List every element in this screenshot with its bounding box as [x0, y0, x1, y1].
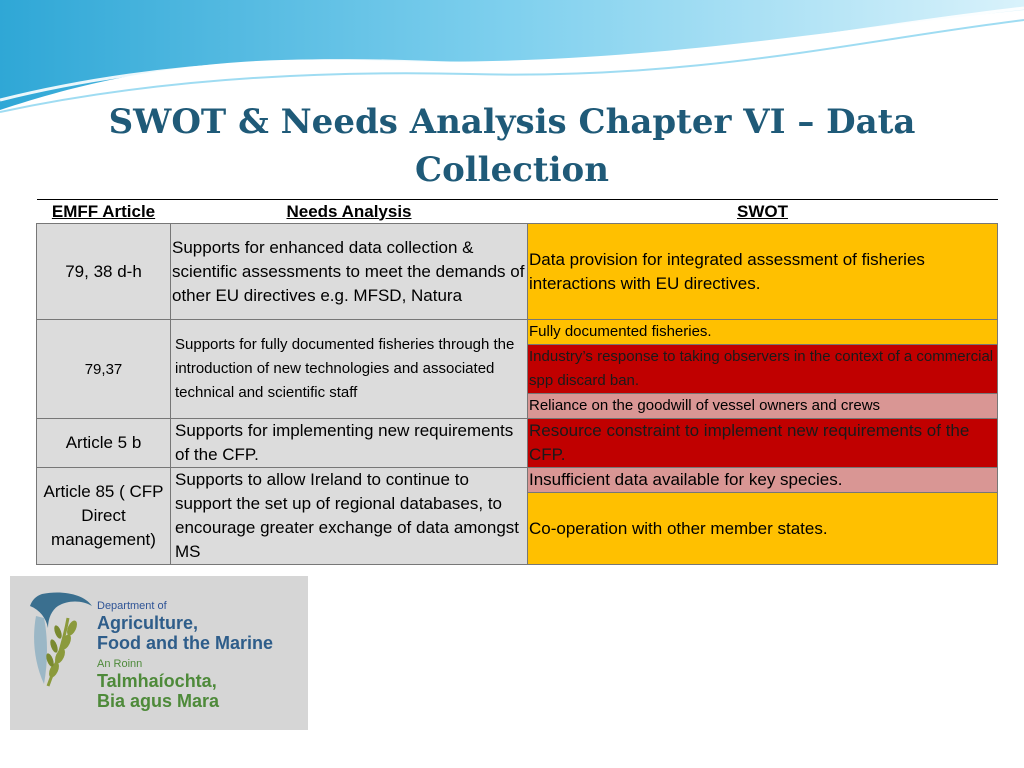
department-logo — [10, 576, 308, 730]
article-cell: Article 85 ( CFP Direct management) — [37, 468, 171, 565]
article-cell: 79,37 — [37, 320, 171, 419]
needs-cell: Supports to allow Ireland to continue to support the set up of regional databases, to encourage greater exchange of data amongst MS — [171, 468, 528, 565]
logo-line-agriculture: Agriculture, — [97, 613, 199, 633]
logo-text — [97, 600, 273, 711]
article-cell: 79, 38 d-h — [37, 224, 171, 320]
logo-line-talmhaiochta: Talmhaíochta, — [97, 671, 217, 691]
swot-cell: Data provision for integrated assessment of fisheries interactions with EU directives. — [528, 224, 998, 320]
swot-cell: Industry’s response to taking observers in the context of a commercial spp discard ban. — [528, 345, 998, 394]
table-header-row — [37, 200, 998, 224]
swot-table — [36, 199, 998, 565]
logo-line-bia-agus-mara: Bia agus Mara — [97, 691, 220, 711]
needs-cell: Supports for enhanced data collection & scientific assessments to meet the demands of other EU directives e.g. MFSD, Natura — [171, 224, 528, 320]
slide-title: SWOT & Needs Analysis Chapter VI – Data Collection — [108, 102, 916, 190]
swot-cell: Fully documented fisheries. — [528, 320, 998, 345]
table-row — [37, 224, 998, 320]
needs-cell: Supports for fully documented fisheries through the introduction of new technologies and associated technical and scientific staff — [171, 320, 528, 419]
header-emff-article: EMFF Article — [37, 200, 171, 224]
logo-line-department-of: Department of — [97, 600, 167, 612]
table-row — [37, 468, 998, 493]
logo-line-an-roinn: An Roinn — [97, 658, 143, 670]
table-row — [37, 320, 998, 345]
table-row — [37, 419, 998, 468]
swot-cell: Reliance on the goodwill of vessel owners and crews — [528, 394, 998, 419]
article-cell: Article 5 b — [37, 419, 171, 468]
swot-cell: Insufficient data available for key species. — [528, 468, 998, 493]
header-swot: SWOT — [528, 200, 998, 224]
logo-line-food-marine: Food and the Marine — [97, 633, 274, 653]
swot-cell: Co-operation with other member states. — [528, 493, 998, 565]
header-needs-analysis: Needs Analysis — [171, 200, 528, 224]
swot-cell: Resource constraint to implement new requirements of the CFP. — [528, 419, 998, 468]
needs-cell: Supports for implementing new requirements of the CFP. — [171, 419, 528, 468]
wheat-fish-emblem-icon — [22, 588, 94, 692]
